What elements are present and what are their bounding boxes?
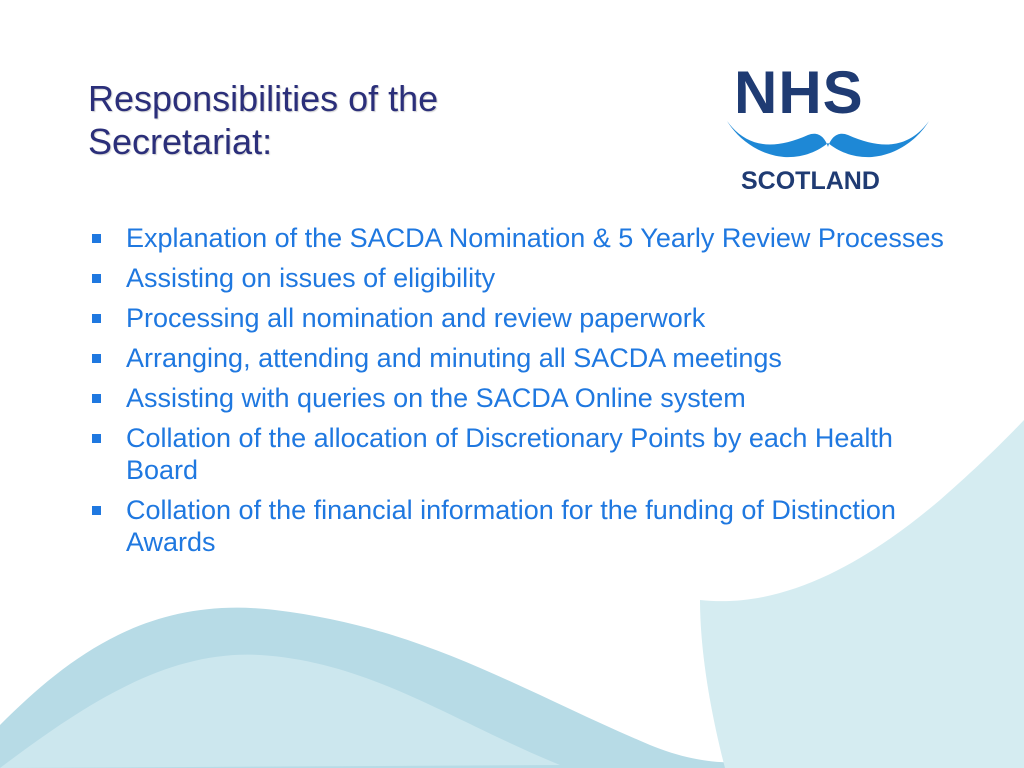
bullet-text-6: Collation of the allocation of Discretionary Points by each Health Board	[126, 423, 893, 485]
bullet-icon	[92, 234, 101, 243]
bullet-item-3	[92, 302, 952, 334]
bullet-icon	[92, 394, 101, 403]
nhs-logo-arc	[727, 121, 929, 157]
nhs-scotland-logo	[722, 55, 934, 195]
bullet-list	[92, 222, 952, 566]
bullet-item-2	[92, 262, 952, 294]
slide-title-line-2: Secretariat:	[88, 121, 273, 162]
bullet-icon	[92, 434, 101, 443]
slide-title	[88, 77, 688, 163]
slide-title-line-1: Responsibilities of the	[88, 78, 439, 119]
bullet-icon	[92, 274, 101, 283]
bullet-item-5	[92, 382, 952, 414]
bullet-icon	[92, 506, 101, 515]
bullet-text-2: Assisting on issues of eligibility	[126, 263, 496, 293]
bullet-icon	[92, 354, 101, 363]
bullet-text-4: Arranging, attending and minuting all SACDA meetings	[126, 343, 782, 373]
bullet-text-5: Assisting with queries on the SACDA Online system	[126, 383, 746, 413]
bullet-icon	[92, 314, 101, 323]
bullet-text-3: Processing all nomination and review paperwork	[126, 303, 706, 333]
bullet-text-1: Explanation of the SACDA Nomination & 5 Yearly Review Processes	[126, 223, 944, 253]
bullet-item-4	[92, 342, 952, 374]
scotland-logo-text: SCOTLAND	[741, 167, 880, 195]
nhs-logo-text: NHS	[734, 59, 864, 126]
bullet-item-1	[92, 222, 952, 254]
bullet-item-6	[92, 422, 952, 486]
bullet-item-7	[92, 494, 952, 558]
bullet-text-7: Collation of the financial information for the funding of Distinction Awards	[126, 495, 896, 557]
